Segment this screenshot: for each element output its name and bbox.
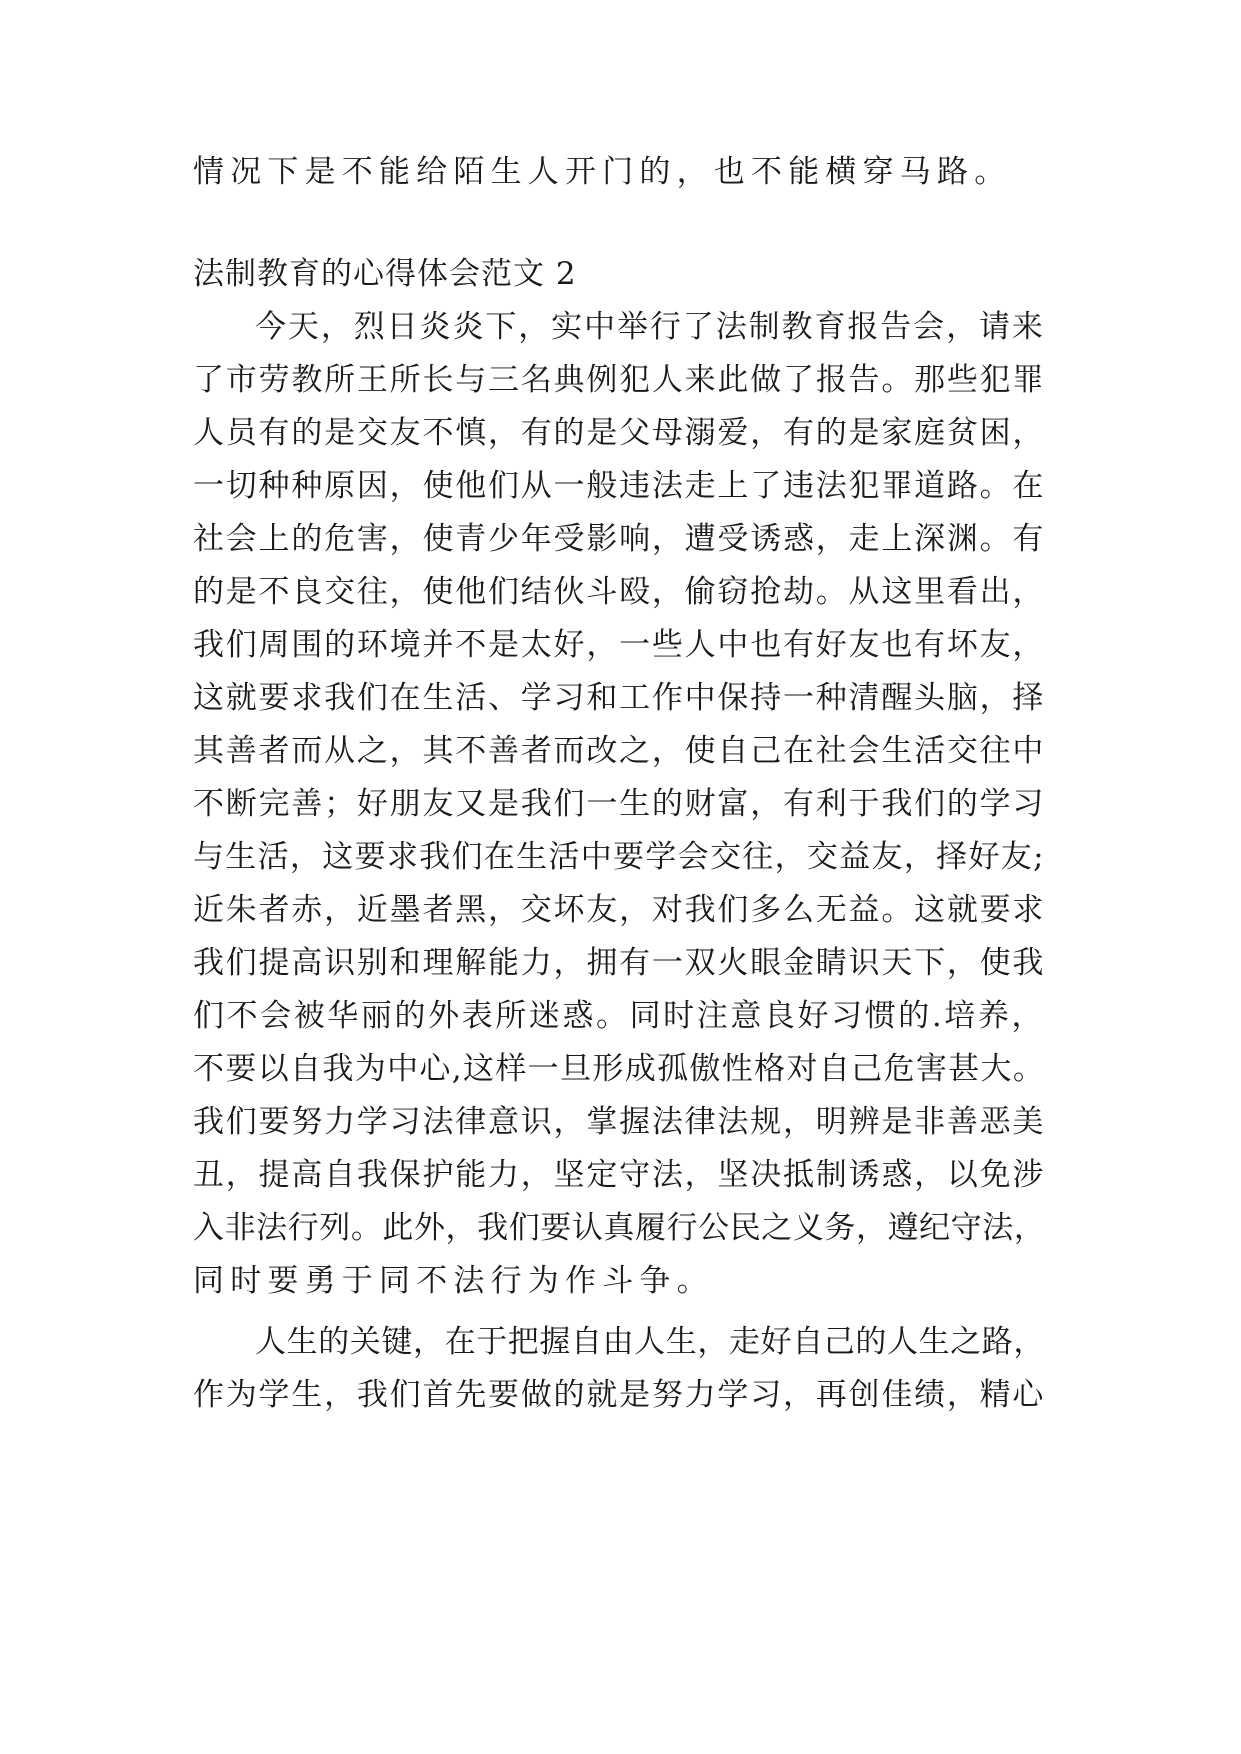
paragraph-line: 不断完善；好朋友又是我们一生的财富，有利于我们的学习	[193, 786, 1046, 822]
paragraph-line: 近朱者赤，近墨者黑，交坏友，对我们多么无益。这就要求	[193, 892, 1046, 928]
section-heading: 法制教育的心得体会范文 2	[193, 256, 577, 292]
paragraph-line: 丑，提高自我保护能力，坚定守法，坚决抵制诱惑，以免涉	[193, 1157, 1046, 1193]
paragraph-line: 社会上的危害，使青少年受影响，遭受诱惑，走上深渊。有	[193, 521, 1046, 557]
paragraph-line: 人员有的是交友不慎，有的是父母溺爱，有的是家庭贫困，	[193, 415, 1046, 451]
paragraph-line: 的是不良交往，使他们结伙斗殴，偷窃抢劫。从这里看出，	[193, 574, 1046, 610]
paragraph-line: 我们周围的环境并不是太好，一些人中也有好友也有坏友，	[193, 627, 1046, 663]
paragraph-line: 人生的关键，在于把握自由人生，走好自己的人生之路，	[255, 1324, 1045, 1360]
paragraph-line: 其善者而从之，其不善者而改之，使自己在社会生活交往中	[193, 733, 1046, 769]
paragraph-line: 一切种种原因，使他们从一般违法走上了违法犯罪道路。在	[193, 468, 1046, 504]
paragraph-line: 与生活，这要求我们在生活中要学会交往，交益友，择好友;	[193, 839, 1045, 875]
paragraph-line: 们不会被华丽的外表所迷惑。同时注意良好习惯的.培养，	[193, 998, 1046, 1034]
paragraph-line: 同时要勇于同不法行为作斗争。	[193, 1263, 714, 1299]
paragraph-line: 作为学生，我们首先要做的就是努力学习，再创佳绩，精心	[193, 1377, 1046, 1413]
paragraph-line: 入非法行列。此外，我们要认真履行公民之义务，遵纪守法，	[193, 1210, 1046, 1246]
paragraph-line: 不要以自我为中心,这样一旦形成孤傲性格对自己危害甚大。	[193, 1051, 1046, 1087]
paragraph-line: 我们要努力学习法律意识，掌握法律法规，明辨是非善恶美	[193, 1104, 1046, 1140]
paragraph-line: 我们提高识别和理解能力，拥有一双火眼金睛识天下，使我	[193, 945, 1046, 981]
paragraph-line: 了市劳教所王所长与三名典例犯人来此做了报告。那些犯罪	[193, 362, 1046, 398]
paragraph-line: 今天，烈日炎炎下，实中举行了法制教育报告会，请来	[255, 309, 1045, 345]
continuation-text: 情况下是不能给陌生人开门的，也不能横穿马路。	[193, 154, 1012, 190]
paragraph-line: 这就要求我们在生活、学习和工作中保持一种清醒头脑，择	[193, 680, 1046, 716]
